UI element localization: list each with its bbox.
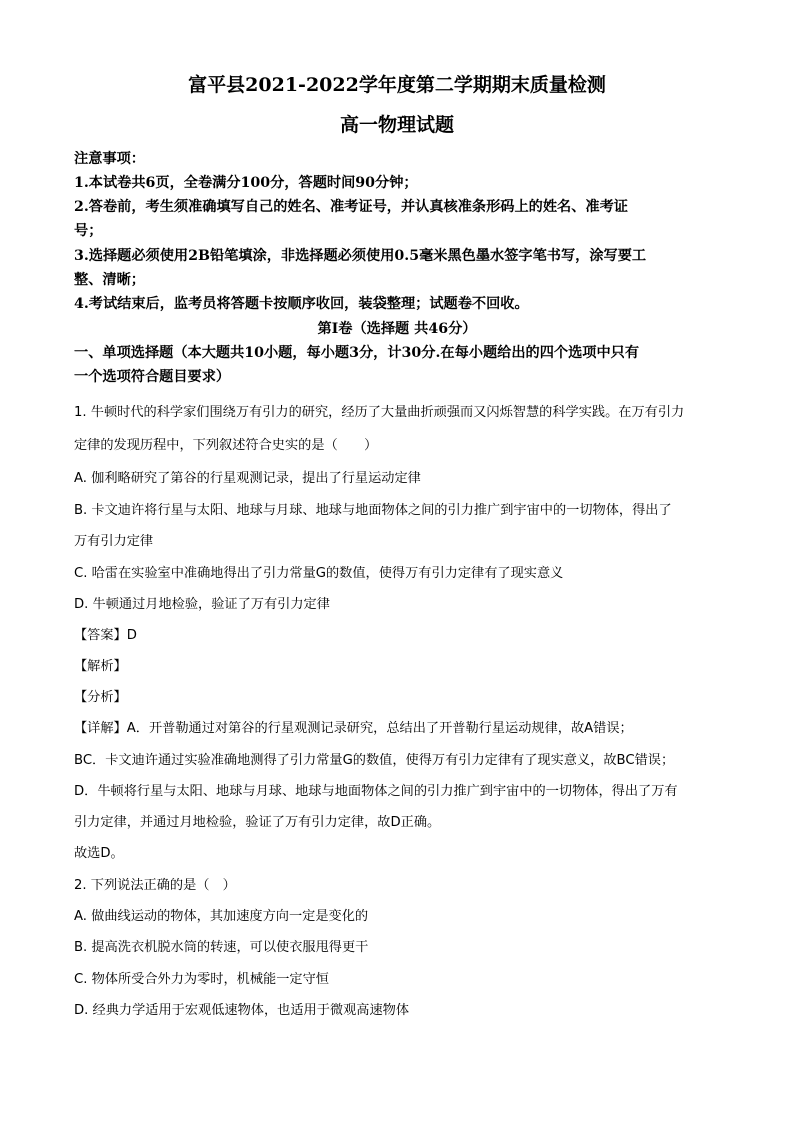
- notice-line-4: 4.考试结束后，监考员将答题卡按顺序收回，装袋整理；试题卷不回收。: [74, 296, 529, 312]
- q2-option-b: B. 提高洗衣机脱水筒的转速，可以使衣服甩得更干: [74, 940, 369, 955]
- q2-option-c: C. 物体所受合外力为零时，机械能一定守恒: [74, 972, 329, 987]
- q1-analysis-label: 【解析】: [74, 659, 127, 674]
- q1-stem-line-1: 1. 牛顿时代的科学家们围绕万有引力的研究，经历了大量曲折顽强而又闪烁智慧的科学实践。在万有引力: [74, 405, 685, 420]
- section-heading-line-2: 一个选项符合题目要求）: [74, 369, 231, 385]
- q1-fenxi-label: 【分析】: [74, 690, 127, 705]
- q2-stem: 2. 下列说法正确的是（ ）: [74, 878, 236, 893]
- q1-option-d: D. 牛顿通过月地检验，验证了万有引力定律: [74, 597, 330, 612]
- section-heading-line-1: 一、单项选择题（本大题共10小题，每小题3分，计30分.在每小题给出的四个选项中只有: [74, 345, 640, 361]
- notice-heading: 注意事项：: [74, 151, 145, 167]
- notice-line-3-cont: 整、清晰；: [74, 272, 145, 288]
- q1-option-b-line-1: B. 卡文迪许将行星与太阳、地球与月球、地球与地面物体之间的引力推广到宇宙中的一切物体，得出了: [74, 503, 672, 518]
- q1-detail-line-1: 【详解】A．开普勒通过对第谷的行星观测记录研究，总结出了开普勒行星运动规律，故A错误；: [74, 721, 633, 736]
- q1-stem-line-2: 定律的发现历程中，下列叙述符合史实的是（ ）: [74, 438, 378, 453]
- q1-option-b-line-2: 万有引力定律: [74, 534, 154, 549]
- q2-option-a: A. 做曲线运动的物体，其加速度方向一定是变化的: [74, 909, 369, 924]
- q1-detail-line-2: BC．卡文迪许通过实验准确地测得了引力常量G的数值，使得万有引力定律有了现实意义，故BC错误；: [74, 753, 675, 768]
- notice-line-3: 3.选择题必须使用2B铅笔填涂，非选择题必须使用0.5毫米黑色墨水签字笔书写，涂写要工: [74, 248, 647, 264]
- part1-title: 第Ⅰ卷（选择题 共46分）: [317, 321, 477, 337]
- notice-line-2: 2.答卷前，考生须准确填写自己的姓名、准考证号，并认真核准条形码上的姓名、准考证: [74, 199, 628, 215]
- notice-line-1: 1.本试卷共6页，全卷满分100分，答题时间90分钟；: [74, 175, 418, 191]
- q1-detail-line-3: D．牛顿将行星与太阳、地球与月球、地球与地面物体之间的引力推广到宇宙中的一切物体，得出了万有: [74, 784, 678, 799]
- q1-detail-line-4: 引力定律，并通过月地检验，验证了万有引力定律，故D正确。: [74, 815, 441, 830]
- exam-title: 富平县2021-2022学年度第二学期期末质量检测: [188, 74, 606, 96]
- q1-answer: 【答案】D: [74, 628, 137, 643]
- q1-option-c: C. 哈雷在实验室中准确地得出了引力常量G的数值，使得万有引力定律有了现实意义: [74, 566, 564, 581]
- q1-option-a: A. 伽利略研究了第谷的行星观测记录，提出了行星运动定律: [74, 471, 421, 486]
- q1-conclusion: 故选D。: [74, 846, 124, 861]
- q2-option-d: D. 经典力学适用于宏观低速物体，也适用于微观高速物体: [74, 1003, 410, 1018]
- notice-line-2-cont: 号；: [74, 223, 103, 239]
- exam-subtitle: 高一物理试题: [339, 114, 454, 136]
